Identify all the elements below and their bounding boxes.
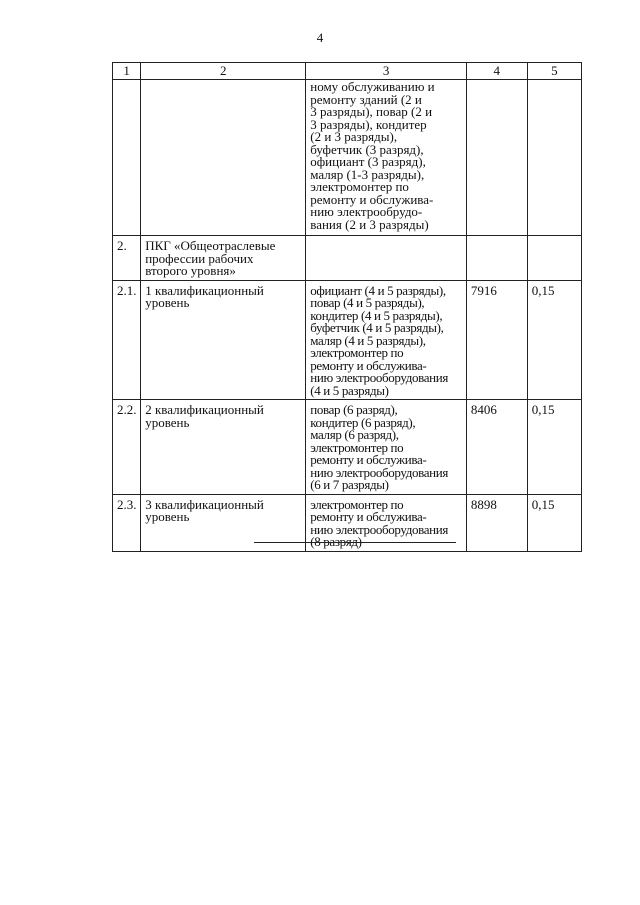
table-row — [113, 280, 582, 400]
positions-list: повар (6 разряд), кондитер (6 разряд), маляр (6 разряд), электромонтер по ремонту и обслужива- нию электрооборудования (6 и 7 разряды) — [306, 400, 467, 495]
salary-value — [466, 80, 527, 236]
header-cell: 2 — [141, 63, 306, 80]
header-cell: 3 — [306, 63, 467, 80]
coefficient-value: 0,15 — [527, 280, 581, 400]
group-name: 1 квалификационный уровень — [141, 280, 306, 400]
header-cell: 4 — [466, 63, 527, 80]
coefficient-value — [527, 236, 581, 281]
positions-list: электромонтер по ремонту и обслужива- нию электрооборудования (8 разряд) — [306, 494, 467, 551]
table-header-row — [113, 63, 582, 80]
row-number: 2.2. — [113, 400, 141, 495]
coefficient-value — [527, 80, 581, 236]
salary-value: 8406 — [466, 400, 527, 495]
row-number: 2.3. — [113, 494, 141, 551]
positions-list — [306, 236, 467, 281]
row-number: 2. — [113, 236, 141, 281]
page-number: 4 — [316, 30, 324, 45]
row-number: 2.1. — [113, 280, 141, 400]
group-name: 3 квалификационный уровень — [141, 494, 306, 551]
salary-value: 7916 — [466, 280, 527, 400]
salary-value: 8898 — [466, 494, 527, 551]
group-name — [141, 80, 306, 236]
salary-value — [466, 236, 527, 281]
qualification-table — [112, 62, 582, 552]
table-row — [113, 400, 582, 495]
positions-list: ному обслуживанию и ремонту зданий (2 и 3 разряды), повар (2 и 3 разряды), кондитер (2 и 3 разряды), буфетчик (3 разряд), официант (3 разряд), маляр (1-3 разряды), электромонтер по ремонту и обслужива- нию электрообрудо- вания (2 и 3 разряды) — [306, 80, 467, 236]
header-cell: 5 — [527, 63, 581, 80]
positions-list: официант (4 и 5 разряды), повар (4 и 5 разряды), кондитер (4 и 5 разряды), буфетчик (4 и 5 разряды), маляр (4 и 5 разряды), электромонтер по ремонту и обслужива- нию электрооборудования (4 и 5 разряды) — [306, 280, 467, 400]
table-row — [113, 236, 582, 281]
row-number — [113, 80, 141, 236]
header-cell: 1 — [113, 63, 141, 80]
coefficient-value: 0,15 — [527, 494, 581, 551]
end-divider-line — [254, 542, 456, 543]
coefficient-value: 0,15 — [527, 400, 581, 495]
group-name: 2 квалификационный уровень — [141, 400, 306, 495]
group-name: ПКГ «Общеотраслевые профессии рабочих второго уровня» — [141, 236, 306, 281]
table-row — [113, 80, 582, 236]
